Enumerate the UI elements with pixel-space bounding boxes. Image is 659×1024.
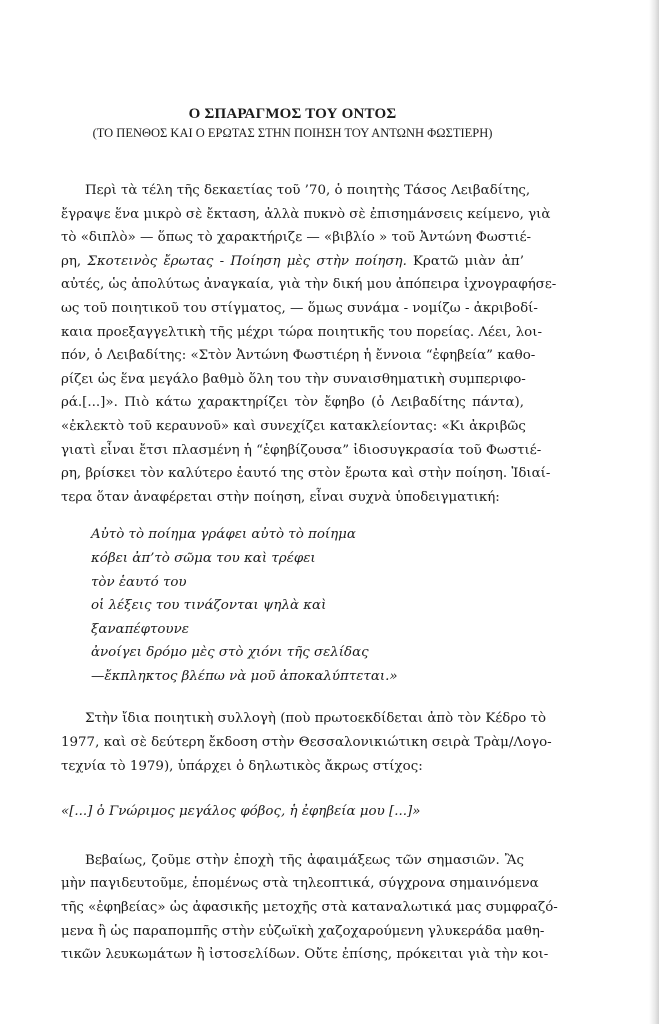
text-line-with-title — [61, 250, 524, 274]
text-line: τικῶν λευκωμάτων ἢ ἰστοσελίδων. Οὔτε ἐπίσης, πρόκειται γιὰ τὴν κοι- — [61, 947, 549, 963]
text-line: πόν, ὁ Λειβαδίτης: «Στὸν Ἀντώνη Φωστιέρη ἡ ἔννοια “ἐφηβεία” καθο- — [61, 348, 536, 364]
paragraph-3 — [61, 849, 558, 967]
text-line: Βεβαίως, ζοῦμε στὴν ἐποχὴ τῆς ἀφαιμάξεως τῶν σημασιῶν. Ἂς — [85, 852, 524, 868]
poem-line: κόβει ἀπ’τὸ σῶμα του καὶ τρέφει — [91, 550, 316, 566]
poem-line: —ἔκπληκτος βλέπω νὰ μοῦ ἀποκαλύπτεται.» — [91, 668, 398, 684]
text-line: καια προεξαγγελτικὴ τῆς μέχρι τώρα ποιητικῆς του πορείας. Λέει, λοι- — [61, 324, 543, 340]
poem-line: οἱ λέξεις του τινάζονται ψηλὰ καὶ — [91, 598, 327, 614]
text-line: τῆς «ἐφηβείας» ὡς ἀφασικῆς μετοχῆς στὰ καταναλωτικά μας συμφραζό- — [61, 900, 558, 916]
text-line: «ἐκλεκτὸ τοῦ κεραυνοῦ» καὶ συνεχίζει κατακλείοντας: «Κι ἀκριβῶς — [61, 418, 526, 434]
poem-line: τὸν ἑαυτό του — [91, 574, 187, 590]
poem-line: ἀνοίγει δρόμο μὲς στὸ χιόνι τῆς σελίδας — [91, 645, 369, 661]
poem-line: Αὐτὸ τὸ ποίημα γράφει αὐτὸ τὸ ποίημα — [91, 527, 356, 543]
text-line: ἔγραψε ἕνα μικρὸ σὲ ἔκταση, ἀλλὰ πυκνὸ σὲ ἐπισημάνσεις κείμενο, γιὰ — [61, 206, 551, 222]
text-line: μενα ἢ ὡς παραπομπῆς στὴν εὐζωϊκὴ χαζοχαρούμενη γλυκεράδα μαθη- — [61, 923, 545, 939]
poem-line: ξαναπέφτουνε — [91, 621, 189, 637]
text-line: ρίζει ὡς ἕνα μεγάλο βαθμὸ ὅλη του τὴν συναισθηματικὴ συμπεριφο- — [61, 371, 526, 387]
book-title-italic: Σκοτεινὸς ἔρωτας - Ποίηση μὲς στὴν ποίηση. — [87, 253, 407, 269]
text-fragment: Κρατῶ μιὰν ἀπ’ — [406, 253, 524, 269]
text-line: ως τοῦ ποιητικοῦ του στίγματος, — ὅμως συνάμα - νομίζω - ἀκριβοδί- — [61, 300, 538, 316]
text-line: τερα ὅταν ἀναφέρεται στὴν ποίηση, εἶναι συχνὰ ὑποδειγματική: — [61, 489, 500, 505]
text-line: ρά.[...]». Πιὸ κάτω χαρακτηρίζει τὸν ἔφηβο (ὁ Λειβαδίτης πάντα), — [61, 395, 524, 411]
text-line: Στὴν ἴδια ποιητικὴ συλλογὴ (ποὺ πρωτοεκδίδεται ἀπὸ τὸν Κέδρο τὸ — [85, 711, 547, 727]
text-line: τὸ «διπλὸ» — ὅπως τὸ χαρακτήριζε — «βιβλίο » τοῦ Ἀντώνη Φωστιέ- — [61, 230, 532, 246]
text-line: μὴν παγιδευτοῦμε, ἑπομένως στὰ τηλεοπτικά, σύγχρονα σημαινόμενα — [61, 876, 539, 892]
page-content — [61, 105, 558, 967]
text-line: Περὶ τὰ τέλη τῆς δεκαετίας τοῦ ’70, ὁ ποιητὴς Τάσος Λειβαδίτης, — [85, 183, 531, 198]
text-line: γιατὶ εἶναι ἔτσι πλασμένη ἡ “ἐφηβίζουσα” ἰδιοσυγκρασία τοῦ Φωστιέ- — [61, 442, 542, 458]
chapter-title: Ο ΣΠΑΡΑΓΜΟΣ ΤΟΥ ΟΝΤΟΣ — [188, 106, 397, 122]
paragraph-2 — [61, 707, 552, 778]
text-line: 1977, καὶ σὲ δεύτερη ἔκδοση στὴν Θεσσαλονικιώτικη σειρὰ Τρὰμ/Λογο- — [61, 735, 552, 751]
chapter-subtitle: (ΤΟ ΠΕΝΘΟΣ ΚΑΙ Ο ΕΡΩΤΑΣ ΣΤΗΝ ΠΟΙΗΣΗ ΤΟΥ ΑΝΤΩΝΗ ΦΩΣΤΙΕΡΗ) — [92, 126, 493, 140]
text-line: τεχνία τὸ 1979), ὑπάρχει ὁ δηλωτικὸς ἄκρως στίχος: — [61, 758, 423, 774]
poem-excerpt — [91, 523, 524, 688]
text-line: αὐτές, ὡς ἀπολύτως ἀναγκαία, γιὰ τὴν δική μου ἀπόπειρα ἰχνογραφήσε- — [61, 277, 557, 293]
text-line: ρη, βρίσκει τὸν καλύτερο ἑαυτό της στὸν ἔρωτα καὶ στὴν ποίηση. Ἰδιαί- — [61, 466, 551, 482]
quoted-verse: «[...] ὁ Γνώριμος μεγάλος φόβος, ἡ ἐφηβεία μου [...]» — [61, 804, 421, 820]
text-fragment: ρη, — [61, 253, 88, 269]
page-edge-shadow — [649, 0, 659, 1024]
paragraph-1 — [61, 179, 557, 509]
